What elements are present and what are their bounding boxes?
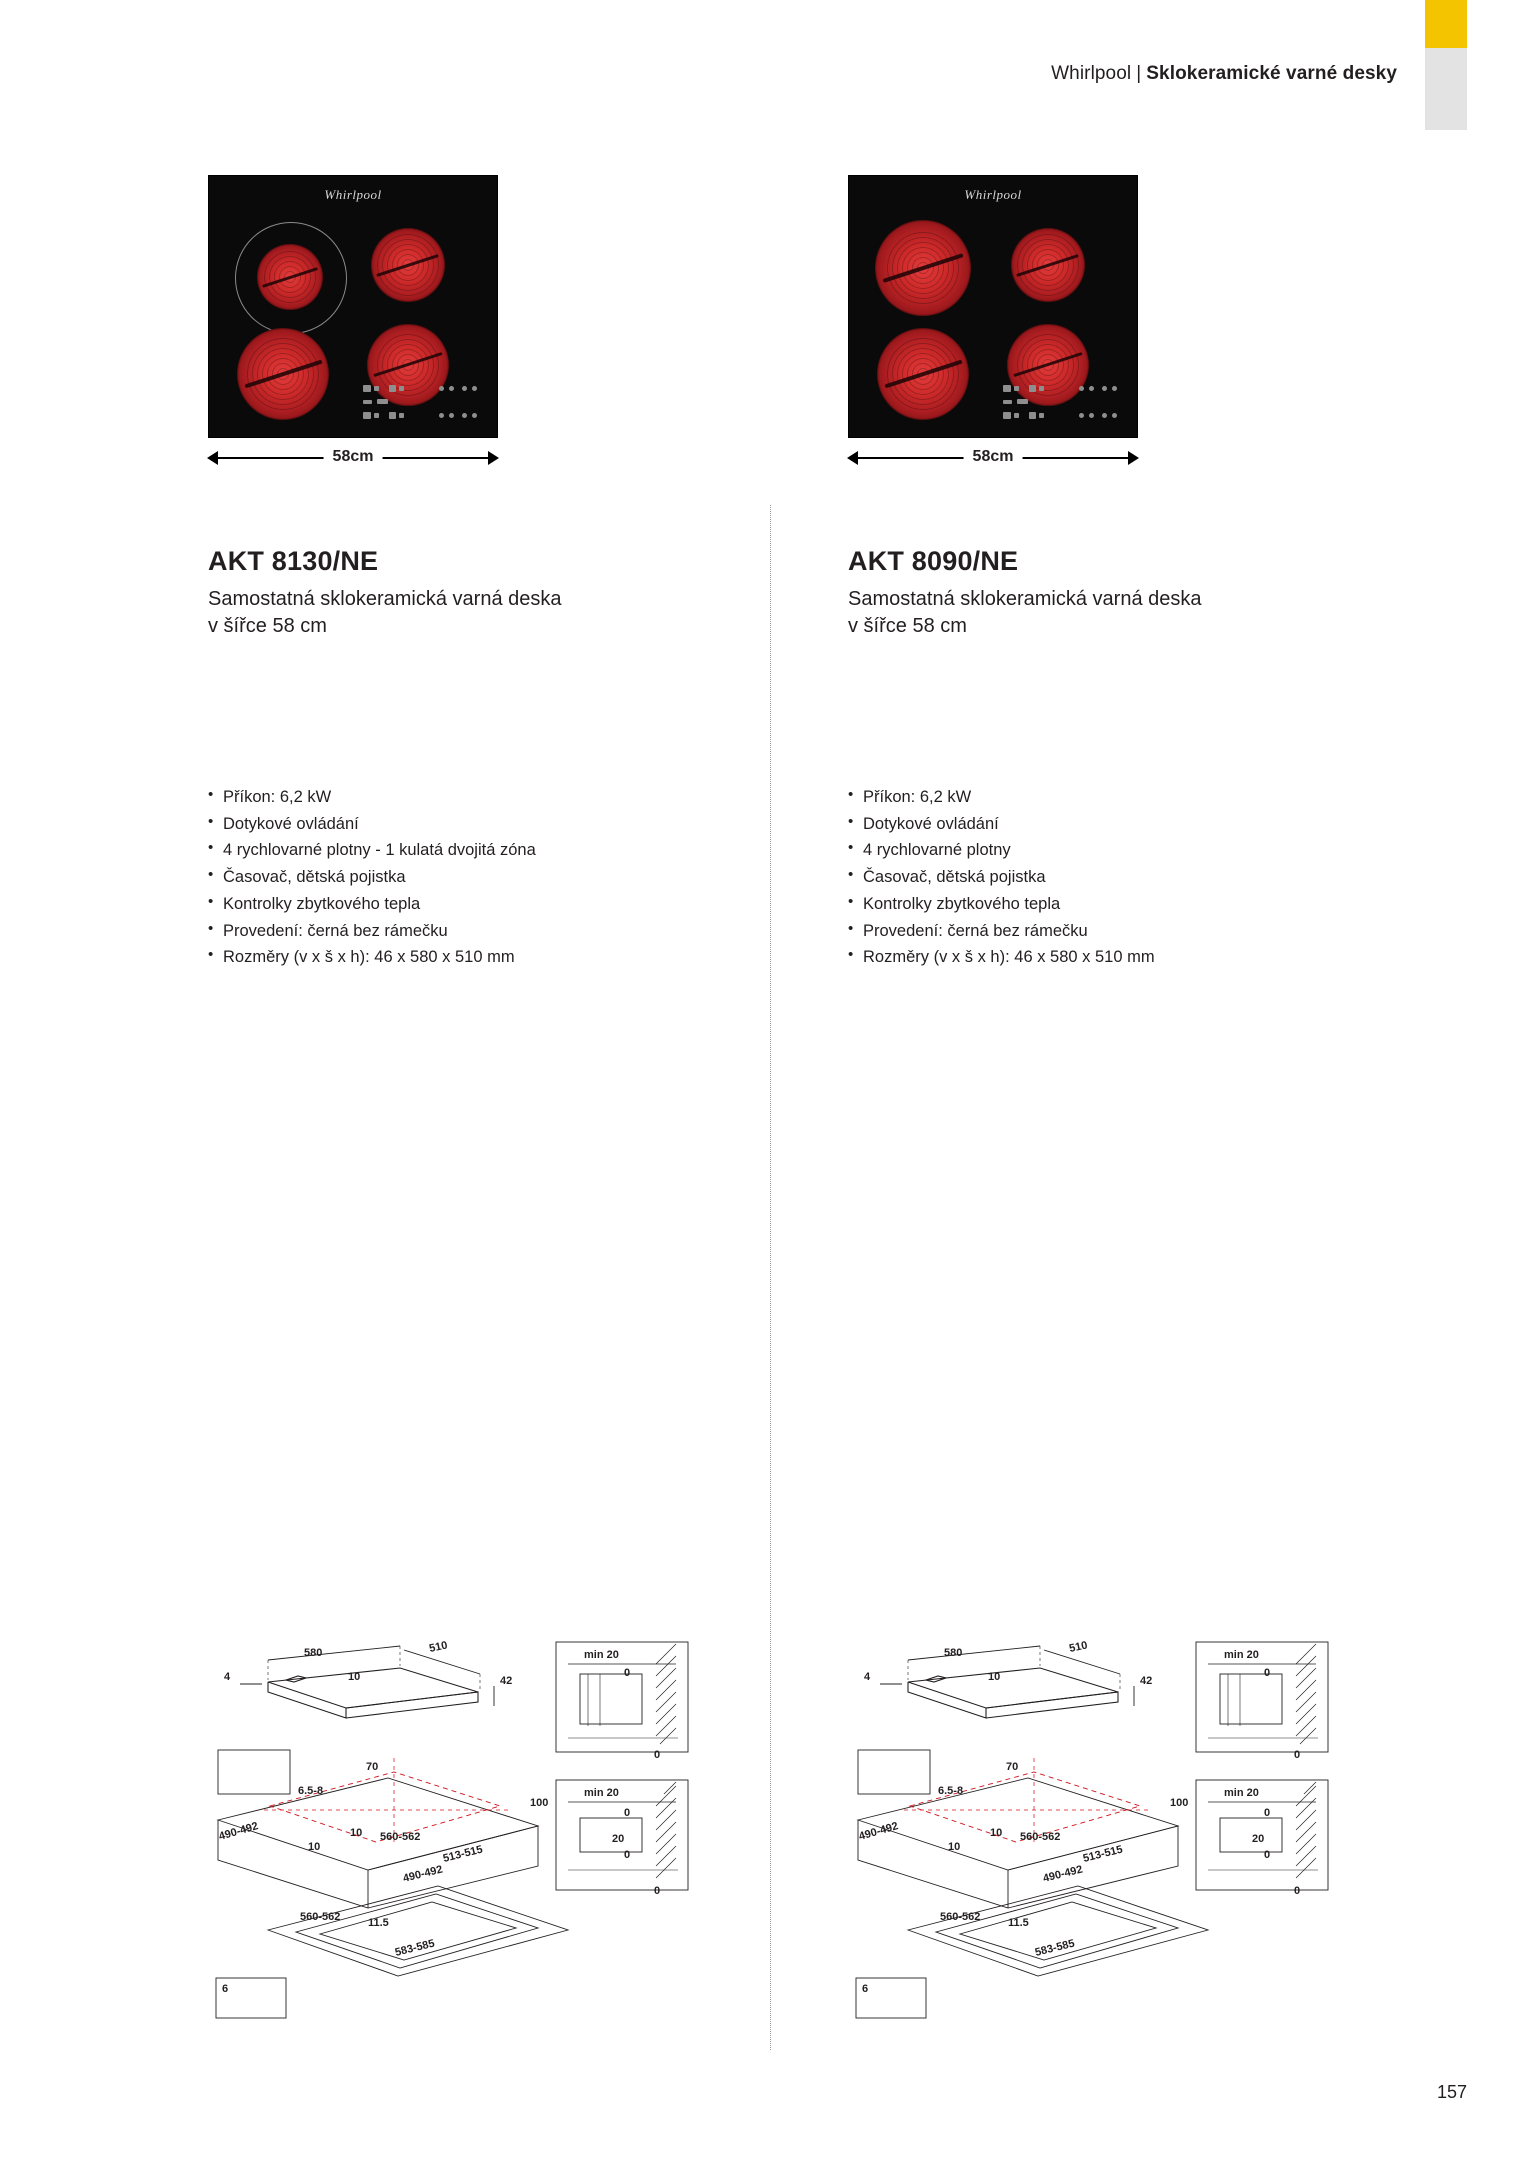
label-583-585: 583-585 [393, 1937, 436, 1959]
list-item: • Kontrolky zbytkového tepla [848, 891, 1155, 918]
header-separator: | [1136, 63, 1142, 84]
label-490-492a: 490-492 [217, 1820, 260, 1843]
label-4: 4 [224, 1671, 231, 1683]
label-580: 580 [304, 1647, 323, 1659]
label-70: 70 [1006, 1761, 1019, 1773]
page-header [0, 0, 1529, 120]
page-number: 157 [1436, 2082, 1467, 2102]
label-10b: 10 [948, 1841, 961, 1853]
cooking-zone-front-left [877, 328, 969, 420]
list-item: • Rozměry (v x š x h): 46 x 580 x 510 mm [208, 944, 536, 971]
label-42: 42 [1140, 1675, 1153, 1687]
column-divider [770, 505, 771, 2050]
label-10b: 10 [308, 1841, 321, 1853]
list-item: • Kontrolky zbytkového tepla [208, 891, 536, 918]
label-100: 100 [530, 1797, 549, 1809]
dimension-label: 58cm [964, 448, 1023, 466]
header-yellow-tab [1425, 0, 1467, 48]
touch-control-panel [1003, 381, 1123, 421]
label-490-492b: 490-492 [401, 1863, 444, 1885]
label-min20b: min 20 [584, 1787, 619, 1799]
label-10c: 10 [990, 1827, 1003, 1839]
label-70: 70 [366, 1761, 379, 1773]
feature-list [208, 784, 536, 971]
header-grey-tab [1425, 48, 1467, 130]
label-513-515: 513-515 [1081, 1843, 1124, 1865]
label-zero4: 0 [624, 1849, 631, 1861]
label-513-515: 513-515 [441, 1843, 484, 1865]
brand-logo: Whirlpool [964, 187, 1022, 202]
product-title: AKT 8130/NE [208, 546, 379, 576]
label-20: 20 [612, 1833, 625, 1845]
list-item: • Dotykové ovládání [208, 811, 536, 838]
product-subtitle-line2: v šířce 58 cm [208, 615, 327, 637]
label-560-562a: 560-562 [1020, 1831, 1061, 1843]
label-65-8: 6.5-8 [938, 1785, 964, 1797]
label-min20a: min 20 [584, 1649, 619, 1661]
dimension-label: 58cm [324, 448, 383, 466]
label-zero5: 0 [654, 1885, 661, 1897]
label-100: 100 [1170, 1797, 1189, 1809]
cooktop-image [848, 175, 1138, 438]
label-583-585: 583-585 [1033, 1937, 1076, 1959]
product-photo-left [208, 175, 498, 465]
label-560-562b: 560-562 [300, 1911, 341, 1923]
header-brand: Whirlpool [1051, 63, 1132, 84]
label-11-5: 11.5 [368, 1917, 389, 1929]
label-10c: 10 [350, 1827, 363, 1839]
label-6: 6 [222, 1983, 229, 1995]
list-item: • Rozměry (v x š x h): 46 x 580 x 510 mm [848, 944, 1155, 971]
cooktop-image [208, 175, 498, 438]
product-subtitle [208, 586, 562, 640]
brand-logo: Whirlpool [324, 187, 382, 202]
installation-drawing [848, 1630, 1338, 2020]
list-item: • 4 rychlovarné plotny - 1 kulatá dvojitá zóna [208, 837, 536, 864]
label-zero1: 0 [1264, 1667, 1271, 1679]
product-photo-right [848, 175, 1138, 465]
list-item: • Časovač, dětská pojistka [848, 864, 1155, 891]
list-item: • 4 rychlovarné plotny [848, 837, 1155, 864]
cooking-zone-rear-right [1011, 228, 1085, 302]
installation-diagram-left [208, 1630, 698, 2020]
width-dimension-right [848, 443, 1138, 473]
cooking-zone-rear-left [237, 328, 329, 420]
label-560-562b: 560-562 [940, 1911, 981, 1923]
touch-control-panel [363, 381, 483, 421]
label-zero2: 0 [1294, 1749, 1301, 1761]
label-10a: 10 [988, 1671, 1001, 1683]
cooking-zone-rear-right [371, 228, 445, 302]
product-subtitle-line1: Samostatná sklokeramická varná deska [208, 588, 562, 610]
label-zero3: 0 [1264, 1807, 1271, 1819]
product-subtitle-line2: v šířce 58 cm [848, 615, 967, 637]
cooking-zone-front-left [257, 244, 323, 310]
label-min20a: min 20 [1224, 1649, 1259, 1661]
label-zero5: 0 [1294, 1885, 1301, 1897]
product-title: AKT 8090/NE [848, 546, 1019, 576]
label-zero4: 0 [1264, 1849, 1271, 1861]
label-10a: 10 [348, 1671, 361, 1683]
label-zero3: 0 [624, 1807, 631, 1819]
label-4: 4 [864, 1671, 871, 1683]
product-subtitle-line1: Samostatná sklokeramická varná deska [848, 588, 1202, 610]
label-490-492b: 490-492 [1041, 1863, 1084, 1885]
label-zero1: 0 [624, 1667, 631, 1679]
installation-diagram-right [848, 1630, 1338, 2020]
label-42: 42 [500, 1675, 513, 1687]
list-item: • Časovač, dětská pojistka [208, 864, 536, 891]
label-20: 20 [1252, 1833, 1265, 1845]
header-category: Sklokeramické varné desky [1146, 63, 1397, 84]
label-11-5: 11.5 [1008, 1917, 1029, 1929]
list-item: • Dotykové ovládání [848, 811, 1155, 838]
feature-list [848, 784, 1155, 971]
list-item: • Provedení: černá bez rámečku [848, 918, 1155, 945]
label-510: 510 [428, 1639, 449, 1655]
label-65-8: 6.5-8 [298, 1785, 324, 1797]
label-580: 580 [944, 1647, 963, 1659]
installation-drawing [208, 1630, 698, 2020]
label-510: 510 [1068, 1639, 1089, 1655]
product-subtitle [848, 586, 1202, 640]
label-560-562a: 560-562 [380, 1831, 421, 1843]
label-zero2: 0 [654, 1749, 661, 1761]
header-breadcrumb [1051, 63, 1397, 85]
list-item: • Příkon: 6,2 kW [848, 784, 1155, 811]
list-item: • Provedení: černá bez rámečku [208, 918, 536, 945]
width-dimension-left [208, 443, 498, 473]
list-item: • Příkon: 6,2 kW [208, 784, 536, 811]
label-6: 6 [862, 1983, 869, 1995]
label-min20b: min 20 [1224, 1787, 1259, 1799]
cooking-zone-rear-left [875, 220, 971, 316]
label-490-492a: 490-492 [857, 1820, 900, 1843]
